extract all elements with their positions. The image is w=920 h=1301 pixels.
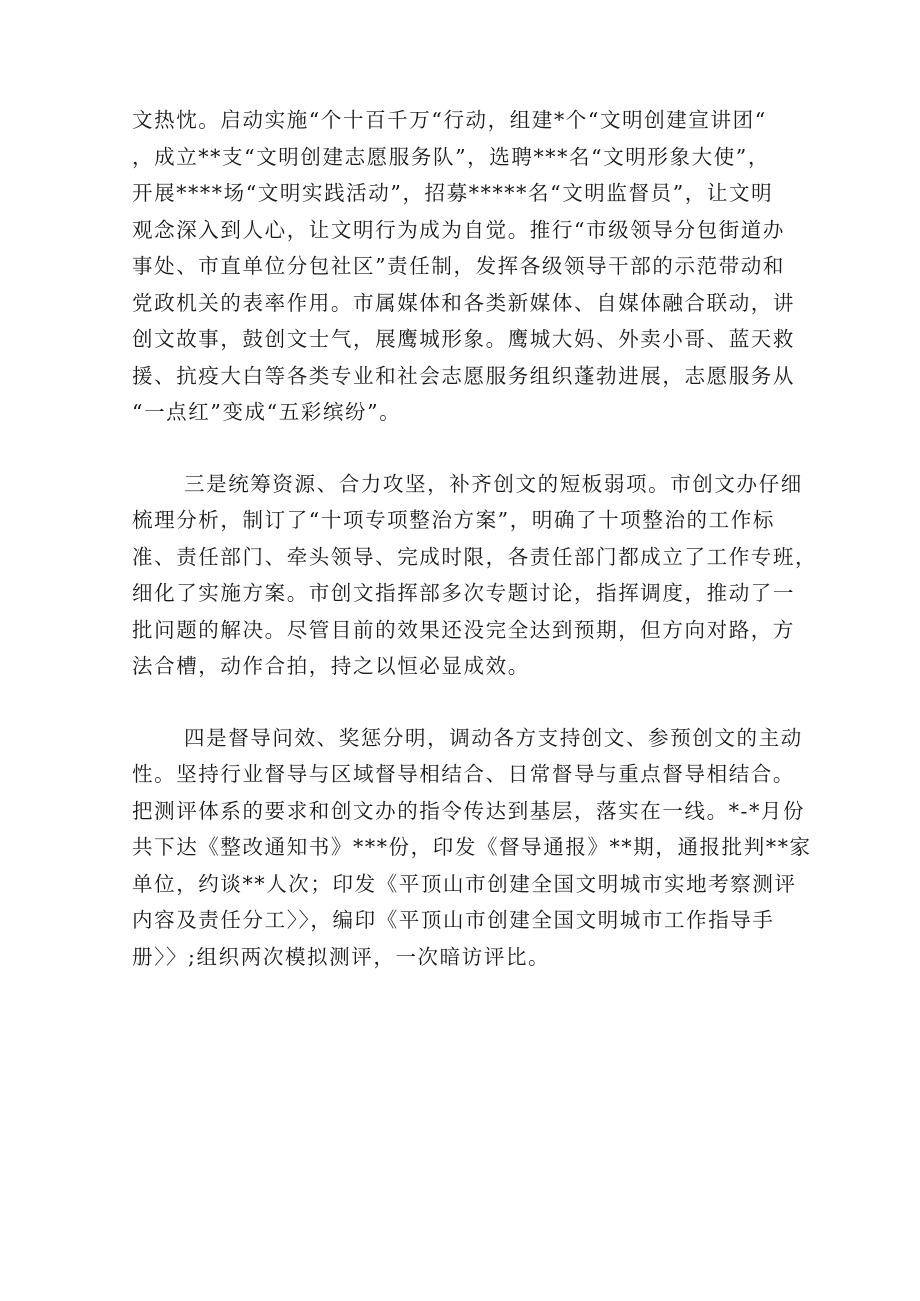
text-line: 批问题的解决。尽管目前的效果还没完全达到预期，但方向对路，方 [132,617,795,642]
document-body [132,102,818,975]
text-line: 性。坚持行业督导与区域督导相结合、日常督导与重点督导相结合。 [132,762,795,786]
text-line: 法合槽，动作合拍，持之以恒必显成效。 [132,654,530,678]
text-line: 事处、市直单位分包社区”责任制，发挥各级领导干部的示范带动和 [132,254,785,278]
text-line: ，成立**支“文明创建志愿服务队”，选聘***名“文明形象大使”， [132,144,770,169]
text-line: 准、责任部门、牵头领导、完成时限，各责任部门都成立了工作专班， [132,544,818,569]
text-line: 册〉〉;组织两次模拟测评，一次暗访评比。 [132,944,551,969]
paragraph-spacer [132,685,796,720]
text-line: 把测评体系的要求和创文办的指令传达到基层，落实在一线。*-*月份 [132,798,806,823]
text-line: 援、抗疫大白等各类专业和社会志愿服务组织蓬勃进展，志愿服务从 [132,363,795,388]
text-line: 细化了实施方案。市创文指挥部多次专题讨论，指挥调度，推动了一 [132,581,795,605]
text-line: 观念深入到人心，让文明行为成为自觉。推行“市级领导分包街道办 [132,217,785,242]
text-line: 梳理分析，制订了“十项专项整治方案”，明确了十项整治的工作标 [132,508,775,532]
text-line-first: 四是督导问效、奖惩分明，调动各方支持创文、参预创文的主动 [184,725,803,750]
text-line: 共下达《整改通知书》***份，印发《督导通报》**期，通报批判**家 [132,835,812,859]
text-line: 单位，约谈**人次；印发《平顶山市创建全国文明城市实地考察测评 [132,871,797,896]
text-line: 内容及责任分工〉〉，编印《平顶山市创建全国文明城市工作指导手 [132,908,775,932]
paragraph-p1 [132,102,796,431]
text-line: 党政机关的表率作用。市属媒体和各类新媒体、自媒体融合联动，讲 [132,290,795,315]
paragraph-p2 [132,466,818,685]
text-line-first: 三是统筹资源、合力攻坚，补齐创文的短板弱项。市创文办仔细 [184,471,803,496]
paragraph-p3 [132,720,812,976]
text-line: “一点红”变成“五彩缤纷”。 [132,400,402,424]
text-line: 文热忱。启动实施“个十百千万“行动，组建*个“文明创建宣讲团“ [132,108,767,132]
text-line: 创文故事，鼓创文士气，展鹰城形象。鹰城大妈、外卖小哥、蓝天救 [132,327,795,351]
text-line: 开展****场“文明实践活动”，招募*****名“文明监督员”，让文明 [132,181,774,205]
paragraph-spacer [132,431,796,466]
